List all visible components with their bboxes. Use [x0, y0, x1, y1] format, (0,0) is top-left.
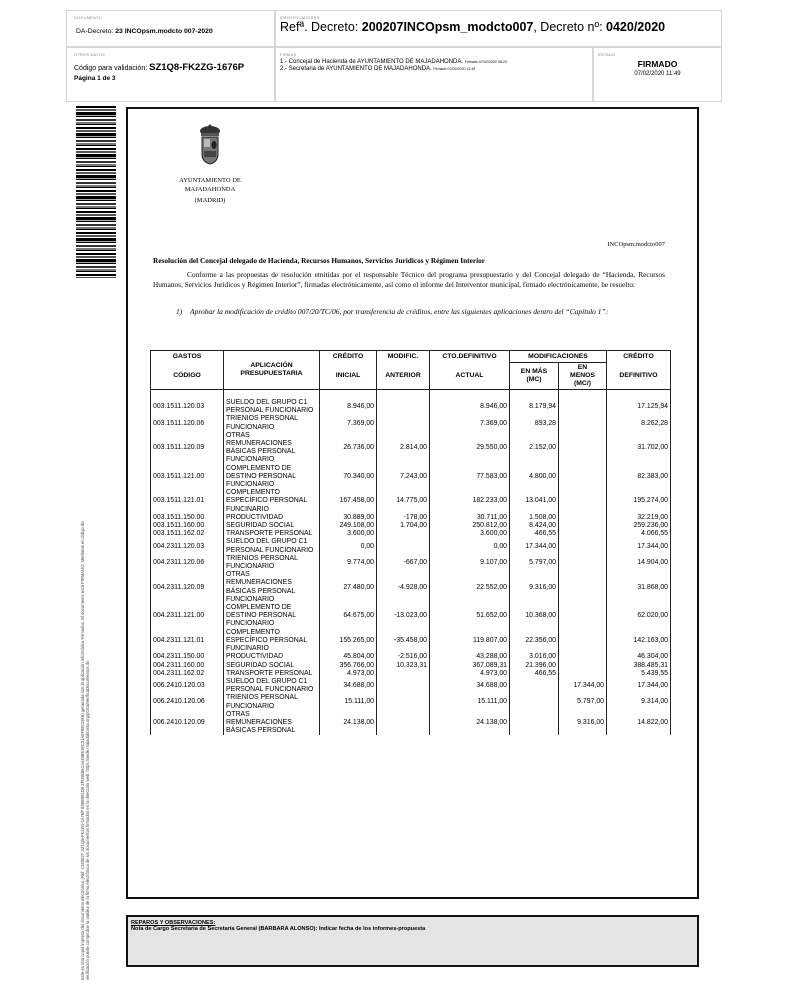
cell-codigo: 004.2311.121.00 [151, 604, 224, 629]
identificadores-label: IDENTIFICADORES [280, 15, 320, 20]
header-codigo: CÓDIGO [151, 363, 224, 390]
documento-value: DA-Decreto: 23 INCOpsm.modcto 007-2020 [76, 28, 213, 35]
cell-anterior: -2.516,00 [377, 653, 430, 661]
cell-codigo: 004.2311.160.00 [151, 662, 224, 670]
validation-code: Código para validación: SZ1Q8-FK2ZG-1676P [74, 62, 245, 73]
cell-inicial: 70.340,00 [320, 465, 377, 490]
status-badge: FIRMADO [637, 59, 678, 69]
table-row [151, 678, 671, 694]
cell-en-mas: 1.508,00 [510, 514, 559, 522]
table-row [151, 399, 671, 415]
cell-aplicacion: OTRAS REMUNERACIONES BÁSICAS PERSONAL [224, 711, 320, 736]
table-row [151, 629, 671, 654]
cell-aplicacion: OTRAS REMUNERACIONES BÁSICAS PERSONAL FUNCIONARIO [224, 571, 320, 604]
otros-datos-box [66, 47, 275, 102]
cell-en-mas [510, 711, 559, 736]
header-credito-2: CRÉDITO [607, 351, 671, 363]
table-row [151, 538, 671, 554]
status-date: 07/02/2020 11:49 [634, 71, 681, 77]
cell-inicial: 155.265,00 [320, 629, 377, 654]
cell-definitivo: 32.219,00 [607, 514, 671, 522]
cell-en-menos [559, 538, 607, 554]
cell-aplicacion: OTRAS REMUNERACIONES BÁSICAS PERSONAL FUNCIONARIO [224, 432, 320, 465]
table-row [151, 653, 671, 661]
cell-en-mas [510, 678, 559, 694]
cell-definitivo: 5.439,55 [607, 670, 671, 678]
cell-anterior: 2.814,00 [377, 432, 430, 465]
table-row [151, 465, 671, 490]
observations-box [126, 915, 699, 967]
cell-inicial: 30.889,00 [320, 514, 377, 522]
cell-actual: 119.807,00 [430, 629, 510, 654]
cell-codigo: 003.1511.121.00 [151, 465, 224, 490]
cell-en-menos [559, 399, 607, 415]
header-cto-definitivo: CTO.DEFINITIVO [430, 351, 510, 363]
cell-aplicacion: SEGURIDAD SOCIAL [224, 522, 320, 530]
resolution-paragraph: Conforme a las propuestas de resolución emitidas por el responsable Técnico del programa presupuestario y del Concejal delegado de “Hacienda, Recursos Humanos, Servicios Jurídicos y Régimen Interior”, firmadas electrónicamente, así como el informe del Interventor municipal, firmado electrónicamente, he resuelto: [153, 270, 665, 289]
header-aplicacion: APLICACIÓN PRESUPUESTARIA [224, 351, 320, 390]
budget-modification-table [150, 350, 671, 735]
firma-1: 1.- Concejal de Hacienda de AYUNTAMIENTO DE MAJADAHONDA. Firmado 07/02/2020 08:23 [280, 59, 507, 65]
cell-inicial: 64.675,00 [320, 604, 377, 629]
observations-note: Nota de Cargo Secretaria de Secretaría General (BARBARA ALONSO): Indicar fecha de los informes-propuesta [131, 926, 426, 932]
cell-aplicacion: TRIENIOS PERSONAL FUNCIONARIO [224, 555, 320, 571]
cell-aplicacion: TRIENIOS PERSONAL FUNCIONARIO [224, 694, 320, 710]
cell-aplicacion: COMPLEMENTO DE DESTINO PERSONAL FUNCIONARIO [224, 604, 320, 629]
header-modificaciones: MODIFICACIONES [510, 351, 607, 363]
table-row [151, 415, 671, 431]
cell-en-menos [559, 530, 607, 538]
cell-anterior: -667,00 [377, 555, 430, 571]
header-credito: CRÉDITO [320, 351, 377, 363]
cell-codigo: 004.2311.120.09 [151, 571, 224, 604]
header-inicial: INICIAL [320, 363, 377, 390]
cell-actual: 30.711,00 [430, 514, 510, 522]
cell-definitivo: 259.236,00 [607, 522, 671, 530]
cell-aplicacion: TRANSPORTE PERSONAL [224, 670, 320, 678]
cell-inicial: 356.766,00 [320, 662, 377, 670]
cell-aplicacion: COMPLEMENTO ESPECÍFICO PERSONAL FUNCINARIO [224, 629, 320, 654]
header-gastos: GASTOS [151, 351, 224, 363]
cell-en-menos [559, 522, 607, 530]
cell-en-menos: 9.316,00 [559, 711, 607, 736]
cell-codigo: 003.1511.150.00 [151, 514, 224, 522]
cell-actual: 367.089,31 [430, 662, 510, 670]
cell-en-menos [559, 514, 607, 522]
cell-en-menos [559, 489, 607, 514]
table-row [151, 694, 671, 710]
header-modific: MODIFIC. [377, 351, 430, 363]
firmas-box [275, 47, 593, 102]
cell-en-mas [510, 694, 559, 710]
cell-aplicacion: PRODUCTIVIDAD [224, 514, 320, 522]
cell-en-mas: 21.396,00 [510, 662, 559, 670]
cell-inicial: 15.111,00 [320, 694, 377, 710]
cell-inicial: 45.804,00 [320, 653, 377, 661]
cell-actual: 7.369,00 [430, 415, 510, 431]
cell-codigo: 003.1511.120.06 [151, 415, 224, 431]
cell-actual: 34.688,00 [430, 678, 510, 694]
cell-en-menos: 5.797,00 [559, 694, 607, 710]
cell-actual: 51.652,00 [430, 604, 510, 629]
cell-aplicacion: SUELDO DEL GRUPO C1 PERSONAL FUNCIONARIO [224, 538, 320, 554]
cell-definitivo: 14.822,00 [607, 711, 671, 736]
table-row [151, 711, 671, 736]
cell-anterior [377, 538, 430, 554]
cell-aplicacion: COMPLEMENTO DE DESTINO PERSONAL FUNCIONARIO [224, 465, 320, 490]
cell-definitivo: 31.868,00 [607, 571, 671, 604]
resolution-item-1 [176, 307, 665, 317]
observations-heading: REPAROS Y OBSERVACIONES: [131, 920, 216, 926]
cell-anterior [377, 399, 430, 415]
cell-codigo: 004.2311.120.03 [151, 538, 224, 554]
table-row [151, 662, 671, 670]
coat-of-arms-icon [197, 124, 223, 166]
header-en-mas: EN MÁS (MC) [510, 363, 559, 390]
cell-definitivo: 17.344,00 [607, 678, 671, 694]
table-row [151, 522, 671, 530]
cell-inicial: 7.369,00 [320, 415, 377, 431]
otros-datos-label: OTROS DATOS [74, 52, 105, 57]
firmas-label: FIRMAS [280, 52, 297, 57]
cell-inicial: 249.108,00 [320, 522, 377, 530]
table-row [151, 489, 671, 514]
document-ref-code: INCOpsm.modcto007 [607, 241, 665, 248]
cell-inicial: 27.480,00 [320, 571, 377, 604]
cell-aplicacion: TRANSPORTE PERSONAL [224, 530, 320, 538]
table-row [151, 530, 671, 538]
cell-inicial: 9.774,00 [320, 555, 377, 571]
cell-codigo: 003.1511.120.03 [151, 399, 224, 415]
header-en-menos: EN MENOS (MC/) [559, 363, 607, 390]
cell-actual: 43.288,00 [430, 653, 510, 661]
cell-en-menos [559, 415, 607, 431]
cell-en-mas: 9.316,00 [510, 571, 559, 604]
cell-en-menos [559, 571, 607, 604]
header-definitivo: DEFINITIVO [607, 363, 671, 390]
cell-en-mas: 466,55 [510, 670, 559, 678]
cell-aplicacion: SUELDO DEL GRUPO C1 PERSONAL FUNCIONARIO [224, 399, 320, 415]
resolution-title: Resolución del Concejal delegado de Hacienda, Recursos Humanos, Servicios Jurídicos y Régimen Interior [153, 256, 485, 265]
cell-actual: 182.233,00 [430, 489, 510, 514]
cell-anterior [377, 694, 430, 710]
cell-definitivo: 9.314,00 [607, 694, 671, 710]
cell-definitivo: 46.304,00 [607, 653, 671, 661]
cell-codigo: 004.2311.150.00 [151, 653, 224, 661]
cell-inicial: 34.688,00 [320, 678, 377, 694]
decreto-reference: Refª. Decreto: 200207INCOpsm_modcto007, Decreto nº: 0420/2020 [280, 20, 666, 34]
cell-en-mas: 2.152,00 [510, 432, 559, 465]
cell-en-mas: 466,55 [510, 530, 559, 538]
barcode [76, 106, 116, 278]
cell-anterior [377, 711, 430, 736]
cell-anterior: 14.775,00 [377, 489, 430, 514]
cell-codigo: 006.2410.120.06 [151, 694, 224, 710]
cell-codigo: 004.2311.121.01 [151, 629, 224, 654]
cell-aplicacion: TRIENIOS PERSONAL FUNCIONARIO [224, 415, 320, 431]
cell-anterior: 1.704,00 [377, 522, 430, 530]
cell-actual: 0,00 [430, 538, 510, 554]
cell-inicial: 167.458,00 [320, 489, 377, 514]
cell-anterior: -35.458,00 [377, 629, 430, 654]
cell-actual: 22.552,00 [430, 571, 510, 604]
cell-definitivo: 142.163,00 [607, 629, 671, 654]
table-row [151, 670, 671, 678]
cell-inicial: 0,00 [320, 538, 377, 554]
estado-box [593, 47, 722, 102]
item-number: 1) [176, 307, 183, 316]
cell-anterior [377, 678, 430, 694]
cell-actual: 15.111,00 [430, 694, 510, 710]
cell-anterior: 7.243,00 [377, 465, 430, 490]
cell-inicial: 24.138,00 [320, 711, 377, 736]
cell-codigo: 003.1511.160.00 [151, 522, 224, 530]
cell-en-mas: 4.800,00 [510, 465, 559, 490]
cell-definitivo: 31.702,00 [607, 432, 671, 465]
cell-actual: 24.138,00 [430, 711, 510, 736]
cell-definitivo: 388.485,31 [607, 662, 671, 670]
cell-inicial: 4.973,00 [320, 670, 377, 678]
header-anterior: ANTERIOR [377, 363, 430, 390]
cell-anterior [377, 415, 430, 431]
cell-en-mas: 17.344,00 [510, 538, 559, 554]
cell-codigo: 004.2311.120.06 [151, 555, 224, 571]
cell-codigo: 004.2311.162.02 [151, 670, 224, 678]
cell-en-mas: 8.424,00 [510, 522, 559, 530]
cell-en-menos [559, 670, 607, 678]
table-row [151, 604, 671, 629]
cell-anterior [377, 670, 430, 678]
cell-inicial: 26.736,00 [320, 432, 377, 465]
cell-definitivo: 17.125,94 [607, 399, 671, 415]
cell-en-menos [559, 555, 607, 571]
cell-actual: 29.550,00 [430, 432, 510, 465]
cell-definitivo: 62.020,00 [607, 604, 671, 629]
cell-en-mas: 10.368,00 [510, 604, 559, 629]
cell-inicial: 8.946,00 [320, 399, 377, 415]
cell-aplicacion: SUELDO DEL GRUPO C1 PERSONAL FUNCIONARIO [224, 678, 320, 694]
cell-anterior: -178,00 [377, 514, 430, 522]
firma-2: 2.- Secretaria de AYUNTAMIENTO DE MAJADAHONDA. Firmado 07/02/2020 11:49 [280, 66, 476, 72]
cell-codigo: 006.2410.120.03 [151, 678, 224, 694]
cell-en-mas: 13.041,00 [510, 489, 559, 514]
cell-aplicacion: COMPLEMENTO ESPECÍFICO PERSONAL FUNCINARIO [224, 489, 320, 514]
documento-label: DOCUMENTO [74, 15, 102, 20]
cell-en-mas: 22.356,00 [510, 629, 559, 654]
cell-anterior: -4.928,00 [377, 571, 430, 604]
cell-definitivo: 14.904,00 [607, 555, 671, 571]
table-row [151, 555, 671, 571]
cell-definitivo: 17.344,00 [607, 538, 671, 554]
cell-codigo: 003.1511.162.02 [151, 530, 224, 538]
cell-anterior: -13.023,00 [377, 604, 430, 629]
verification-side-text: Este es una copia impresa del documento electrónico (Ref: 1283827 SZ1Q8-FK2ZG-1676P 8385B91D8 3FD8586C4448B519C31A5F8ECD6B) generada con la aplicación informática Firmadoc. El documento está FIRMADO. Mediante el código de verificación puede comprobar la validez de la firma electrónica de los documentos firmados en la dirección web: https://sede.majadahonda.org/portal/verificaDocumentos.do [80, 521, 90, 980]
cell-en-menos [559, 629, 607, 654]
cell-actual: 8.946,00 [430, 399, 510, 415]
page-indicator: Página 1 de 3 [74, 75, 116, 82]
cell-definitivo: 4.066,55 [607, 530, 671, 538]
table-row [151, 571, 671, 604]
cell-aplicacion: SEGURIDAD SOCIAL [224, 662, 320, 670]
estado-label: ESTADO [598, 52, 616, 57]
cell-en-menos [559, 465, 607, 490]
cell-definitivo: 82.383,00 [607, 465, 671, 490]
cell-en-menos [559, 653, 607, 661]
cell-en-menos [559, 604, 607, 629]
cell-en-menos [559, 662, 607, 670]
cell-inicial: 3.600,00 [320, 530, 377, 538]
cell-en-mas: 5.797,00 [510, 555, 559, 571]
cell-en-menos [559, 432, 607, 465]
cell-anterior [377, 530, 430, 538]
cell-en-mas: 893,28 [510, 415, 559, 431]
cell-actual: 77.583,00 [430, 465, 510, 490]
documento-box [66, 10, 275, 47]
cell-actual: 4.973,00 [430, 670, 510, 678]
cell-anterior: 10.323,31 [377, 662, 430, 670]
cell-actual: 250.812,00 [430, 522, 510, 530]
header-actual: ACTUAL [430, 363, 510, 390]
identificadores-box [275, 10, 722, 47]
cell-codigo: 003.1511.121.01 [151, 489, 224, 514]
table-row [151, 432, 671, 465]
cell-definitivo: 195.274,00 [607, 489, 671, 514]
municipality-letterhead: AYUNTAMIENTO DE MAJADAHONDA (MADRID) [179, 177, 241, 204]
cell-en-menos: 17.344,00 [559, 678, 607, 694]
cell-en-mas: 8.179,94 [510, 399, 559, 415]
cell-definitivo: 8.262,28 [607, 415, 671, 431]
item-text: Aprobar la modificación de crédito 007/20/TC/06, por transferencia de créditos, entre las siguientes aplicaciones dentro del “Capítulo 1”: [190, 307, 609, 316]
cell-codigo: 003.1511.120.09 [151, 432, 224, 465]
table-row [151, 514, 671, 522]
cell-actual: 3.600,00 [430, 530, 510, 538]
cell-codigo: 006.2410.120.09 [151, 711, 224, 736]
cell-aplicacion: PRODUCTIVIDAD [224, 653, 320, 661]
cell-en-mas: 3.016,00 [510, 653, 559, 661]
cell-actual: 9.107,00 [430, 555, 510, 571]
